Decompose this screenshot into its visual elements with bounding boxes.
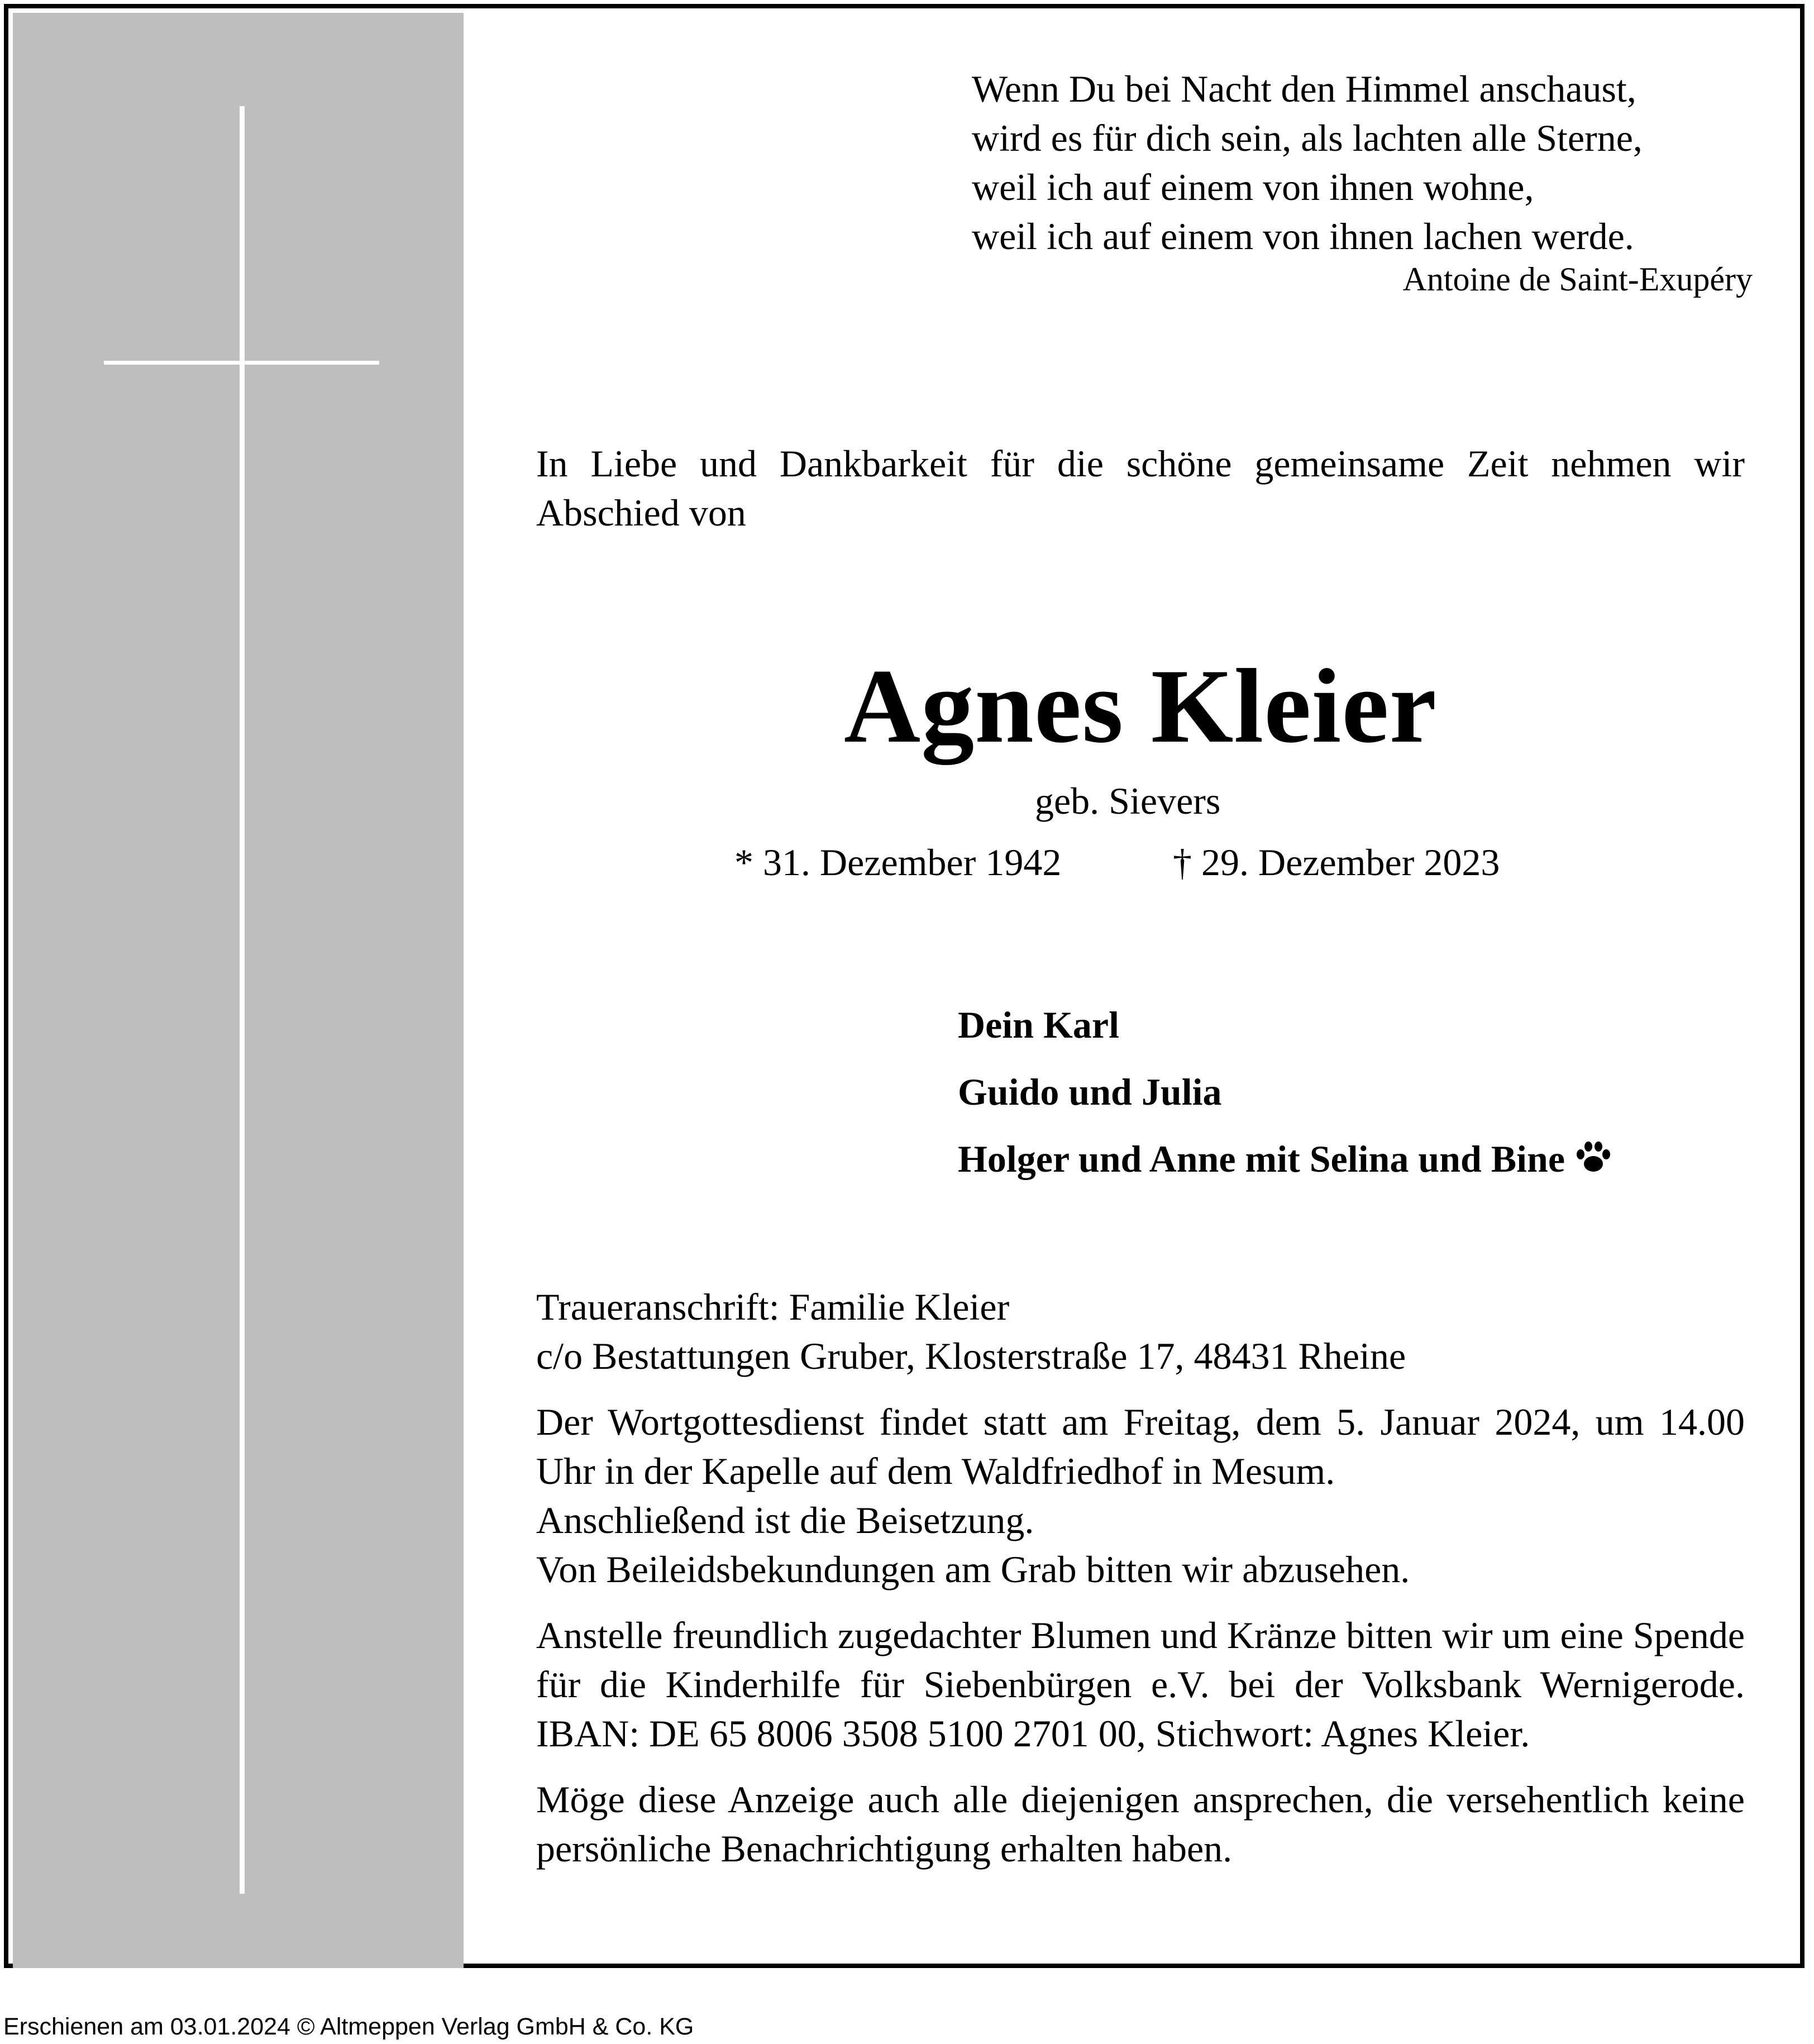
paw-print-icon bbox=[1575, 1140, 1612, 1174]
side-panel bbox=[13, 13, 464, 1968]
address-line: c/o Bestattungen Gruber, Klosterstraße 17, 48431 Rheine bbox=[536, 1335, 1406, 1377]
family-member-label: Guido und Julia bbox=[958, 1071, 1222, 1113]
family-member: Dein Karl bbox=[958, 1004, 1119, 1046]
donation-text: Anstelle freundlich zugedachter Blumen und Kränze bitten wir um eine Spende für die Kinderhilfe für Siebenbürgen e.V. bei der Volksbank Wernigerode. IBAN: DE 65 8006 3508 5100 2701 00, Stichwort: Agnes Kleier. bbox=[536, 1614, 1745, 1755]
quote-line: wird es für dich sein, als lachten alle Sterne, bbox=[972, 117, 1643, 159]
service-text: Der Wortgottesdienst findet statt am Freitag, dem 5. Januar 2024, um 14.00 Uhr in der Kapelle auf dem Waldfriedhof in Mesum. bbox=[536, 1401, 1745, 1492]
intro-text: In Liebe und Dankbarkeit für die schöne gemeinsame Zeit nehmen wir Abschied von bbox=[536, 442, 1745, 534]
burial-text: Anschließend ist die Beisetzung. bbox=[536, 1499, 1034, 1541]
deceased-name: Agnes Kleier bbox=[843, 648, 1437, 765]
death-date: † 29. Dezember 2023 bbox=[1173, 841, 1500, 883]
address-block bbox=[536, 1282, 1745, 1381]
quote-line: weil ich auf einem von ihnen lachen werde. bbox=[972, 215, 1634, 257]
notice-text: Möge diese Anzeige auch alle diejenigen ansprechen, die versehentlich keine persönliche Benachrichtigung erhalten haben. bbox=[536, 1778, 1745, 1870]
birth-name: geb. Sievers bbox=[1035, 780, 1221, 822]
footer-credit: Erschienen am 03.01.2024 © Altmeppen Verlag GmbH & Co. KG bbox=[3, 2013, 694, 2040]
quote-line: weil ich auf einem von ihnen wohne, bbox=[972, 166, 1534, 208]
quote bbox=[972, 64, 1748, 261]
quote-author: Antoine de Saint-Exupéry bbox=[1402, 261, 1753, 298]
condolences-text: Von Beileidsbekundungen am Grab bitten wir abzusehen. bbox=[536, 1548, 1410, 1591]
cross-icon-horizontal bbox=[104, 361, 379, 365]
body-text bbox=[536, 1282, 1745, 1890]
family-list bbox=[958, 991, 1612, 1192]
service-block bbox=[536, 1397, 1745, 1594]
quote-line: Wenn Du bei Nacht den Himmel anschaust, bbox=[972, 68, 1636, 110]
birth-date: * 31. Dezember 1942 bbox=[734, 841, 1062, 883]
family-member bbox=[958, 1125, 1612, 1192]
cross-icon-vertical bbox=[240, 106, 245, 1894]
family-member bbox=[958, 1058, 1612, 1125]
address-line: Traueranschrift: Familie Kleier bbox=[536, 1286, 1010, 1328]
family-member-label: Holger und Anne mit Selina und Bine bbox=[958, 1138, 1565, 1180]
